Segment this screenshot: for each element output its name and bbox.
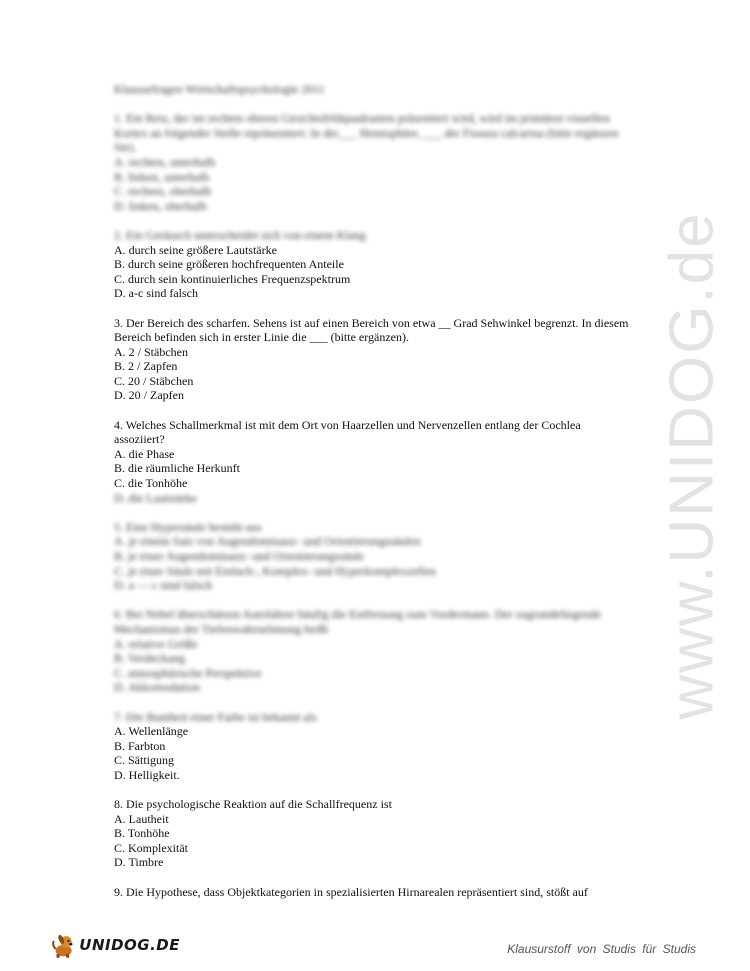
answer-option: D. 20 / Zapfen [114, 388, 184, 403]
answer-option: B. 2 / Zapfen [114, 359, 178, 374]
question-text: 6. Bei Nebel überschätzen Autofahrer häufig die Entfernung zum Vordermann. Der zugrundeliegende Mechanismus der Tiefenwahrnehmung heißt [114, 607, 602, 636]
footer-tagline: Klausurstoff von Studis für Studis [507, 942, 696, 956]
answer-option: B. Farbton [114, 738, 166, 753]
unidog-logo[interactable] [50, 928, 180, 962]
question-text: 8. Die psychologische Reaktion auf die Schallfrequenz ist [114, 797, 392, 812]
question-9 [114, 885, 634, 900]
question-7 [114, 710, 634, 783]
answer-option: A. 2 / Stäbchen [114, 344, 188, 359]
dog-mascot-icon [50, 928, 77, 962]
answer-option: D. a-c sind falsch [114, 286, 198, 301]
document-body [114, 82, 634, 914]
answer-option: D. a — c sind falsch [114, 578, 212, 593]
question-3 [114, 316, 634, 404]
answer-option: A. rechten, unterhalb [114, 154, 216, 169]
answer-option: A. je einem Satz von Augendominanz- und Orientierungssäulen [114, 534, 421, 549]
answer-option: B. Tonhöhe [114, 826, 170, 841]
answer-option: B. linken, unterhalb [114, 169, 210, 184]
question-1 [114, 111, 634, 213]
question-text: 1. Ein Reiz, der im rechten oberen Gesichtsfeldquadranten präsentiert wird, wird im primären visuellen Kortex an folgender Stelle repräsentiert: In der___ Hemisphäre, ___ der Fissura calcarina (bitte ergänzen Sie). [114, 111, 619, 155]
question-text: 9. Die Hypothese, dass Objektkategorien in spezialisierten Hirnarealen repräsentiert sind, stößt auf [114, 884, 588, 899]
question-5 [114, 520, 634, 593]
answer-option: A. die Phase [114, 446, 175, 461]
question-6 [114, 607, 634, 695]
question-text: 2. Ein Geräusch unterscheidet sich von einem Klang [114, 227, 366, 242]
answer-option: D. linken, oberhalb [114, 198, 207, 213]
answer-option: A. relative Größe [114, 636, 198, 651]
answer-option: C. rechten, oberhalb [114, 184, 212, 199]
question-4 [114, 418, 634, 506]
answer-option: C. je einer Säule mit Einfach-, Komplex- und Hyperkomplexzellen [114, 563, 436, 578]
answer-option: C. atmosphärische Perspektive [114, 665, 262, 680]
answer-option: B. je einer Augendominanz- und Orientierungssäule [114, 549, 364, 563]
answer-option: D. die Lautstärke [114, 490, 197, 505]
question-text: 5. Eine Hypersäule besteht aus [114, 519, 262, 534]
question-text: 7. Die Buntheit einer Farbe ist bekannt als [114, 709, 317, 724]
answer-option: C. die Tonhöhe [114, 476, 188, 491]
answer-option: A. durch seine größere Lautstärke [114, 242, 277, 257]
answer-option: D. Helligkeit. [114, 767, 180, 782]
question-text: 3. Der Bereich des scharfen. Sehens ist auf einen Bereich von etwa __ Grad Sehwinkel begrenzt. In diesem Bereich befinden sich in erster Linie die ___ (bitte ergänzen). [114, 315, 629, 345]
answer-option: C. 20 / Stäbchen [114, 373, 194, 388]
answer-option: D. Akkomodation [114, 680, 200, 695]
answer-option: B. Verdeckung [114, 651, 186, 666]
answer-option: C. Komplexität [114, 840, 188, 855]
answer-option: B. durch seine größeren hochfrequenten Anteile [114, 257, 344, 272]
answer-option: C. durch sein kontinuierliches Frequenzspektrum [114, 271, 351, 286]
answer-option: A. Wellenlänge [114, 724, 189, 739]
answer-option: B. die räumliche Herkunft [114, 461, 240, 476]
question-8 [114, 797, 634, 870]
question-text: 4. Welches Schallmerkmal ist mit dem Ort von Haarzellen und Nervenzellen entlang der Cochlea assoziiert? [114, 417, 581, 447]
watermark-text: www.UNIDOG.de [657, 210, 727, 720]
question-2 [114, 228, 634, 301]
answer-option: C. Sättigung [114, 753, 175, 768]
logo-text: UNIDOG.DE [79, 936, 180, 954]
document-title: Klausurfragen Wirtschaftspsychologie 2011 [114, 82, 325, 96]
answer-option: D. Timbre [114, 855, 164, 870]
answer-option: A. Lautheit [114, 811, 169, 826]
